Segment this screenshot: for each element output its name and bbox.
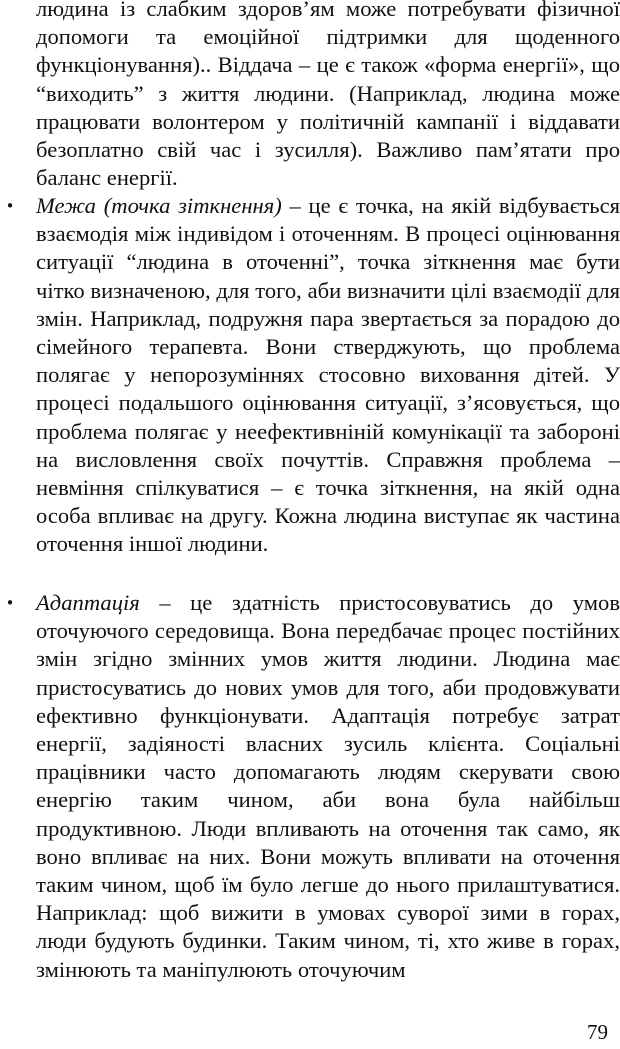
bullet-term: Межа (точка зіткнення) [36,193,282,218]
bullet-text: – це здатність пристосовуватись до умов оточуючого середовища. Вона передбачає процес постійних змін згідно змінних умов життя людини. Людина має пристосуватись до нових умов для того, аби продовжувати ефективно функціонувати. Адаптація потребує затрат енергії, задіяності власних зусиль клієнта. Соціальні працівники часто допомагають людям скерувати свою енергію таким чином, аби вона була найбільш продуктивною. Люди впливають на оточення так само, як воно впливає на них. Вони можуть впливати на оточення таким чином, щоб їм було легше до нього прилаштуватися. Наприклад: щоб вижити в умовах суворої зими в горах, люди будують будинки. Таким чином, ті, хто живе в горах, змінюють та маніпулюють оточуючим [36,590,620,982]
bullet-paragraph [36,589,620,984]
bullet-icon: • [5,594,15,612]
bullet-term: Адаптація [36,590,140,615]
bullet-item-boundary [5,192,620,559]
intro-paragraph-block [36,0,620,192]
bullet-icon: • [5,197,15,215]
intro-paragraph: людина із слабким здоров’ям може потребувати фізичної допомоги та емоційної підтримки для щоденного функціонування).. Віддача – це є також «форма енергії», що “виходить” з життя людини. (Наприклад, людина може працювати волонтером у політичній кампанії і віддавати безоплатно свій час і зусилля). Важливо пам’ятати про баланс енергії. [36,0,620,191]
bullet-text: – це є точка, на якій відбувається взаємодія між індивідом і оточенням. В процесі оцінювання ситуації “людина в оточенні”, точка зіткнення має бути чітко визначеною, для того, аби визначити цілі взаємодії для змін. Наприклад, подружня пара звертається за порадою до сімейного терапевта. Вони стверджують, що проблема полягає у непорозуміннях стосовно виховання дітей. У процесі подальшого оцінювання ситуації, з’ясовується, що проблема полягає у неефективніній комунікації та забороні на висловлення своїх почуттів. Справжня проблема – невміння спілкуватися – є точка зіткнення, на якій одна особа впливає на другу. Кожна людина виступає як частина оточення іншої людини. [36,193,620,557]
bullet-item-adaptation [5,589,620,984]
bullet-paragraph [36,192,620,559]
page-number: 79 [587,1020,608,1044]
